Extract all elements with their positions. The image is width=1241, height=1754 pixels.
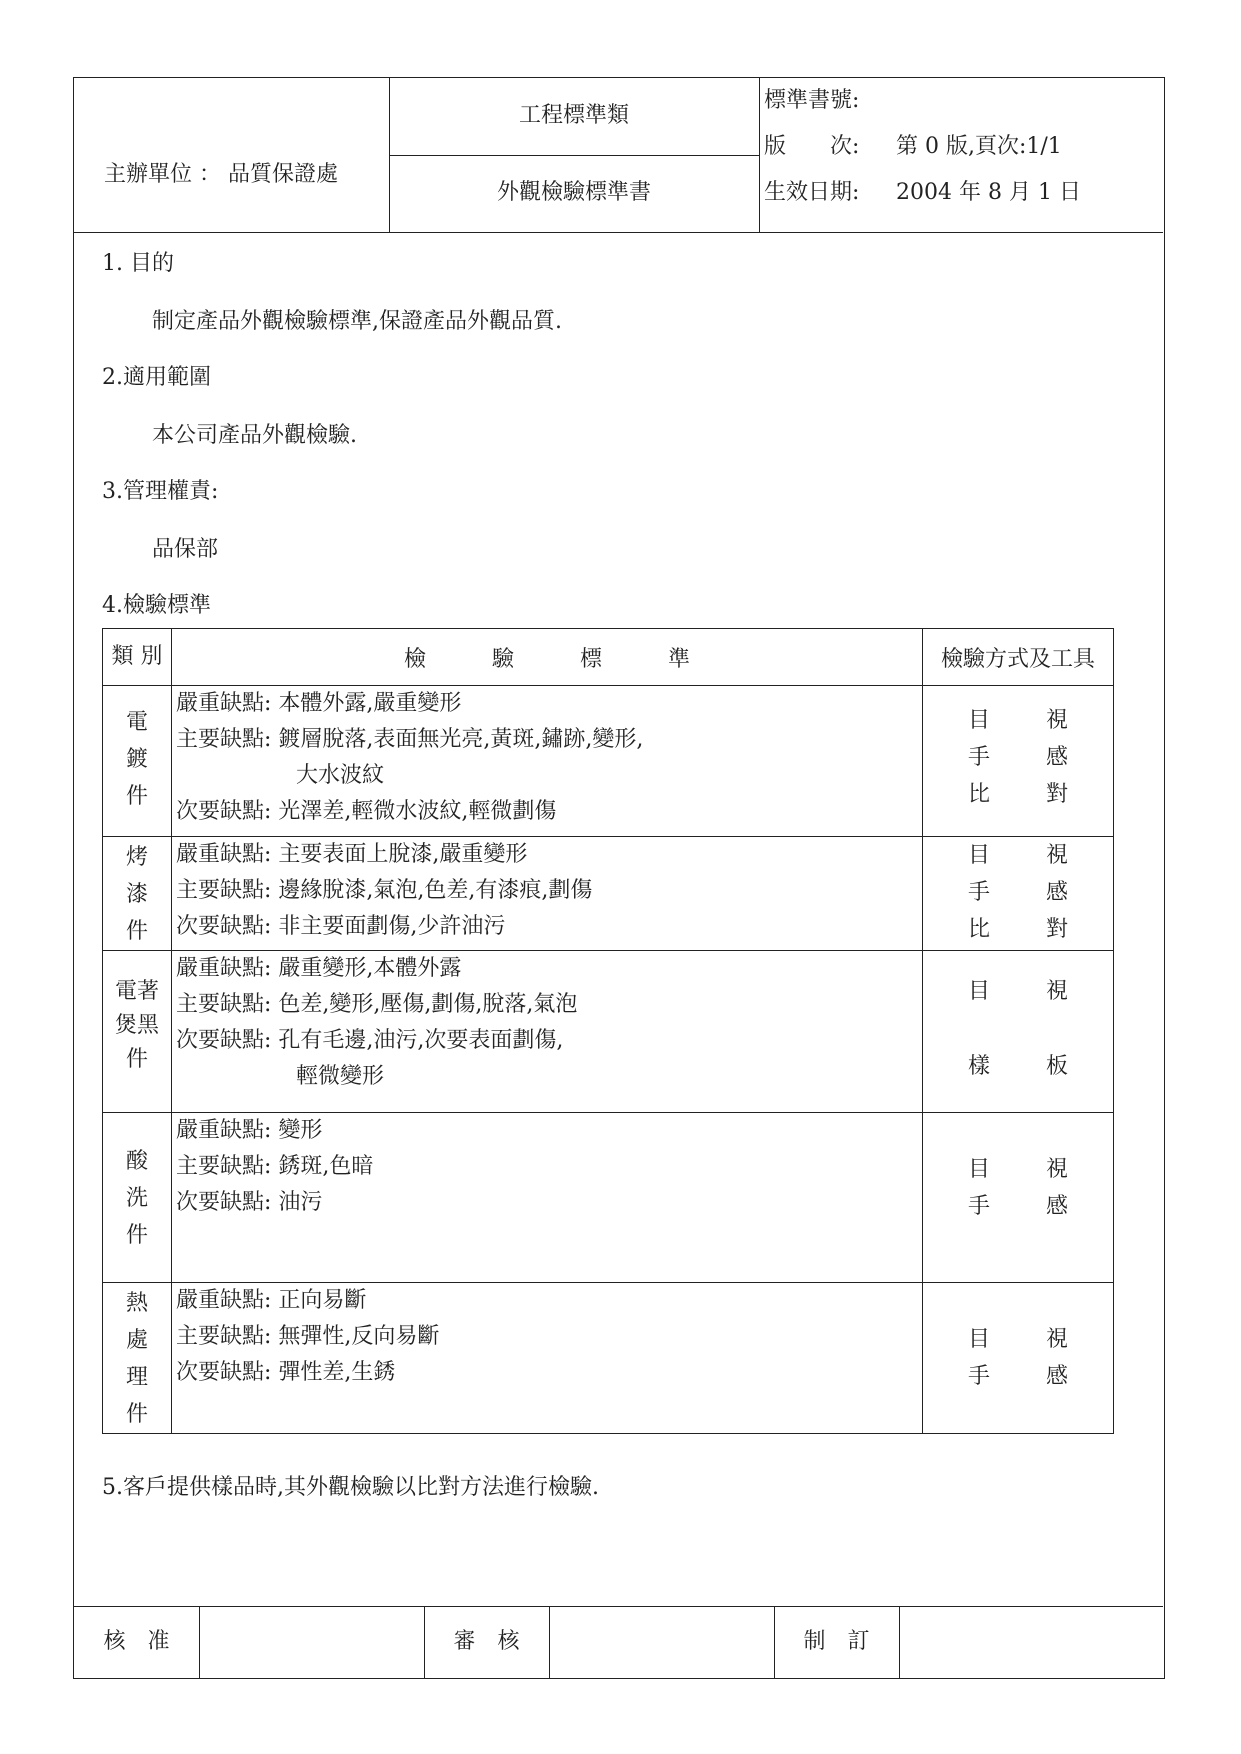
criteria-cell — [172, 1283, 923, 1434]
tool-item: 樣 板 — [968, 1054, 1068, 1079]
tool-item: 目 視 — [968, 708, 1068, 733]
criteria-line: 主要缺點: 色差,變形,壓傷,劃傷,脫落,氣泡 — [176, 992, 578, 1017]
criteria-cell — [172, 837, 923, 951]
divider — [899, 1607, 900, 1679]
section-3-title: 3.管理權責: — [102, 479, 219, 504]
category-char: 理 — [125, 1365, 148, 1390]
tool-item: 比 對 — [968, 917, 1068, 942]
tool-item: 目 視 — [968, 843, 1068, 868]
section-3-body: 品保部 — [152, 537, 219, 562]
category-cell — [103, 951, 172, 1113]
section-1-title: 1. 目的 — [102, 251, 174, 276]
effective-date-label: 生效日期: — [764, 180, 860, 205]
criteria-line: 次要缺點: 光澤差,輕微水波紋,輕微劃傷 — [176, 799, 557, 824]
criteria-line: 次要缺點: 油污 — [176, 1190, 323, 1215]
tool-item: 比 對 — [968, 782, 1068, 807]
criteria-line: 嚴重缺點: 本體外露,嚴重變形 — [176, 691, 462, 716]
category-char: 酸 — [125, 1149, 148, 1174]
tool-item: 目 視 — [968, 1327, 1068, 1352]
category-char: 鍍 — [125, 747, 148, 772]
category-char: 件 — [125, 1402, 148, 1427]
divider — [199, 1607, 200, 1679]
tools-cell — [923, 837, 1114, 951]
divider — [759, 78, 760, 232]
category-char: 件 — [125, 784, 148, 809]
category-title: 工程標準類 — [518, 103, 629, 128]
standard-number-label: 標準書號: — [764, 88, 860, 113]
criteria-cell — [172, 686, 923, 837]
criteria-line: 嚴重缺點: 變形 — [176, 1118, 323, 1143]
header-standard: 檢 驗 標 準 — [172, 629, 923, 686]
criteria-line: 主要缺點: 銹斑,色暗 — [176, 1154, 374, 1179]
category-cell — [103, 837, 172, 951]
category-char: 漆 — [125, 882, 148, 907]
header-category: 類 別 — [103, 629, 172, 686]
document-frame — [73, 77, 1165, 1679]
category-char: 洗 — [125, 1186, 148, 1211]
category-char: 烤 — [125, 845, 148, 870]
tool-item: 手 感 — [968, 1194, 1068, 1219]
category-char: 件 — [125, 919, 148, 944]
criteria-line: 嚴重缺點: 正向易斷 — [176, 1288, 367, 1313]
criteria-cell — [172, 951, 923, 1113]
tool-item: 手 感 — [968, 745, 1068, 770]
section-2-body: 本公司產品外觀檢驗. — [152, 423, 357, 448]
criteria-line: 嚴重缺點: 主要表面上脫漆,嚴重變形 — [176, 842, 528, 867]
criteria-line: 次要缺點: 彈性差,生銹 — [176, 1360, 396, 1385]
draft-label: 制 訂 — [803, 1629, 870, 1654]
header-tools: 檢驗方式及工具 — [923, 629, 1114, 686]
inspection-standard-table — [102, 628, 1114, 1434]
category-char: 煲黑 — [114, 1013, 159, 1038]
criteria-line: 次要缺點: 孔有毛邊,油污,次要表面劃傷, — [176, 1028, 564, 1053]
table-row — [103, 951, 1114, 1113]
tool-item: 目 視 — [968, 1157, 1068, 1182]
version-label: 版 次: — [764, 134, 860, 159]
category-char: 電著 — [114, 979, 159, 1004]
tool-item: 手 感 — [968, 1364, 1068, 1389]
tool-item: 目 視 — [968, 979, 1068, 1004]
category-cell — [103, 1113, 172, 1283]
tools-cell — [923, 1113, 1114, 1283]
table-row — [103, 837, 1114, 951]
table-header-row — [103, 629, 1114, 686]
category-cell — [103, 1283, 172, 1434]
section-4-title: 4.檢驗標準 — [102, 593, 211, 618]
version-value: 第 0 版,頁次:1/1 — [896, 134, 1062, 159]
document-header — [74, 78, 1163, 233]
section-1-body: 制定產品外觀檢驗標準,保證產品外觀品質. — [152, 309, 562, 334]
document-title: 外觀檢驗標準書 — [496, 180, 651, 205]
approve-label: 核 准 — [103, 1629, 170, 1654]
criteria-cell — [172, 1113, 923, 1283]
category-char: 件 — [125, 1223, 148, 1248]
review-label: 審 核 — [453, 1629, 520, 1654]
section-5: 5.客戶提供樣品時,其外觀檢驗以比對方法進行檢驗. — [102, 1475, 599, 1500]
criteria-line: 主要缺點: 無彈性,反向易斷 — [176, 1324, 440, 1349]
tools-cell — [923, 951, 1114, 1113]
issuing-unit: 主辦單位 ： 品質保證處 — [104, 162, 338, 187]
criteria-line: 輕微變形 — [296, 1064, 385, 1089]
criteria-line: 次要缺點: 非主要面劃傷,少許油污 — [176, 914, 506, 939]
category-cell — [103, 686, 172, 837]
table-row — [103, 686, 1114, 837]
effective-date-value: 2004 年 8 月 1 日 — [896, 180, 1081, 205]
criteria-line: 主要缺點: 鍍層脫落,表面無光亮,黃斑,鏽跡,變形, — [176, 727, 644, 752]
section-2-title: 2.適用範圍 — [102, 365, 211, 390]
category-char: 熱 — [125, 1291, 148, 1316]
category-char: 處 — [125, 1328, 148, 1353]
table-row — [103, 1113, 1114, 1283]
tool-item: 手 感 — [968, 880, 1068, 905]
criteria-line: 大水波紋 — [296, 763, 385, 788]
category-char: 電 — [125, 710, 148, 735]
signature-footer — [74, 1606, 1163, 1679]
tools-cell — [923, 1283, 1114, 1434]
table-row — [103, 1283, 1114, 1434]
criteria-line: 嚴重缺點: 嚴重變形,本體外露 — [176, 956, 462, 981]
criteria-line: 主要缺點: 邊緣脫漆,氣泡,色差,有漆痕,劃傷 — [176, 878, 593, 903]
tools-cell — [923, 686, 1114, 837]
category-char: 件 — [125, 1047, 148, 1072]
divider — [549, 1607, 550, 1679]
divider — [389, 155, 759, 156]
